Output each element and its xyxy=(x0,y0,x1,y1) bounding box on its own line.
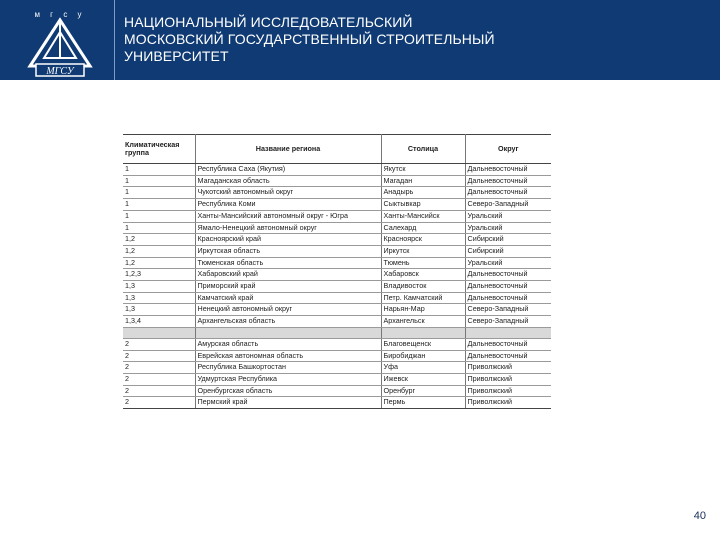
cell-capital: Хабаровск xyxy=(381,269,465,281)
header-divider xyxy=(114,0,115,80)
cell-climate-group: 2 xyxy=(123,373,195,385)
cell-district: Приволжский xyxy=(465,373,551,385)
cell-district xyxy=(465,327,551,338)
cell-climate-group: 2 xyxy=(123,397,195,409)
cell-capital: Пермь xyxy=(381,397,465,409)
cell-region: Пермский край xyxy=(195,397,381,409)
cell-district: Уральский xyxy=(465,222,551,234)
cell-district: Дальневосточный xyxy=(465,281,551,293)
cell-capital: Анадырь xyxy=(381,187,465,199)
cell-district: Сибирский xyxy=(465,234,551,246)
cell-region: Республика Башкортостан xyxy=(195,362,381,374)
table-header-row xyxy=(123,135,551,164)
cell-capital xyxy=(381,327,465,338)
cell-capital: Ханты-Мансийск xyxy=(381,210,465,222)
cell-district: Сибирский xyxy=(465,245,551,257)
cell-region: Ямало-Ненецкий автономный округ xyxy=(195,222,381,234)
cell-climate-group: 1,2 xyxy=(123,257,195,269)
cell-climate-group: 1 xyxy=(123,199,195,211)
column-header-capital: Столица xyxy=(381,135,465,164)
cell-climate-group: 1,3 xyxy=(123,281,195,293)
table-row xyxy=(123,350,551,362)
cell-region: Оренбургская область xyxy=(195,385,381,397)
logo-bottom-text: МГСУ xyxy=(46,66,74,77)
table-row xyxy=(123,257,551,269)
cell-climate-group: 1,2,3 xyxy=(123,269,195,281)
cell-capital: Уфа xyxy=(381,362,465,374)
cell-district: Северо-Западный xyxy=(465,316,551,328)
cell-capital: Нарьян-Мар xyxy=(381,304,465,316)
cell-region: Магаданская область xyxy=(195,175,381,187)
table-row xyxy=(123,327,551,338)
cell-capital: Якутск xyxy=(381,164,465,176)
cell-region: Архангельская область xyxy=(195,316,381,328)
cell-region: Приморский край xyxy=(195,281,381,293)
table-row xyxy=(123,304,551,316)
cell-region: Еврейская автономная область xyxy=(195,350,381,362)
table-row xyxy=(123,210,551,222)
cell-climate-group: 1 xyxy=(123,175,195,187)
cell-capital: Владивосток xyxy=(381,281,465,293)
cell-climate-group xyxy=(123,327,195,338)
cell-capital: Архангельск xyxy=(381,316,465,328)
cell-capital: Петр. Камчатский xyxy=(381,292,465,304)
cell-district: Северо-Западный xyxy=(465,304,551,316)
cell-capital: Оренбург xyxy=(381,385,465,397)
cell-district: Дальневосточный xyxy=(465,292,551,304)
cell-climate-group: 2 xyxy=(123,385,195,397)
cell-region: Тюменская область xyxy=(195,257,381,269)
cell-region: Амурская область xyxy=(195,338,381,350)
header-bar xyxy=(0,0,720,80)
table-row xyxy=(123,199,551,211)
table-body xyxy=(123,164,551,409)
cell-capital: Биробиджан xyxy=(381,350,465,362)
cell-capital: Иркутск xyxy=(381,245,465,257)
title-line-3: УНИВЕРСИТЕТ xyxy=(124,48,229,64)
cell-district: Приволжский xyxy=(465,362,551,374)
regions-table-container xyxy=(123,134,551,409)
cell-district: Дальневосточный xyxy=(465,269,551,281)
cell-region: Красноярский край xyxy=(195,234,381,246)
cell-region: Ненецкий автономный округ xyxy=(195,304,381,316)
cell-climate-group: 1,3 xyxy=(123,304,195,316)
cell-region: Удмуртская Республика xyxy=(195,373,381,385)
regions-table xyxy=(123,134,551,409)
cell-region: Республика Коми xyxy=(195,199,381,211)
column-header-district: Округ xyxy=(465,135,551,164)
table-row xyxy=(123,269,551,281)
column-header-region: Название региона xyxy=(195,135,381,164)
cell-capital: Магадан xyxy=(381,175,465,187)
cell-capital: Тюмень xyxy=(381,257,465,269)
page-number: 40 xyxy=(693,510,706,522)
cell-climate-group: 1 xyxy=(123,222,195,234)
cell-climate-group: 1,3 xyxy=(123,292,195,304)
cell-district: Приволжский xyxy=(465,385,551,397)
cell-capital: Салехард xyxy=(381,222,465,234)
cell-region: Ханты-Мансийский автономный округ - Югра xyxy=(195,210,381,222)
column-header-climate-group: Климатическая группа xyxy=(123,135,195,164)
cell-region: Хабаровский край xyxy=(195,269,381,281)
cell-capital: Благовещенск xyxy=(381,338,465,350)
title-line-2: МОСКОВСКИЙ ГОСУДАРСТВЕННЫЙ СТРОИТЕЛЬНЫЙ xyxy=(124,31,495,47)
cell-climate-group: 1 xyxy=(123,187,195,199)
table-row xyxy=(123,281,551,293)
cell-district: Дальневосточный xyxy=(465,175,551,187)
cell-capital: Сыктывкар xyxy=(381,199,465,211)
university-logo xyxy=(22,6,98,78)
table-row xyxy=(123,222,551,234)
cell-climate-group: 1 xyxy=(123,164,195,176)
table-row xyxy=(123,164,551,176)
cell-climate-group: 1,2 xyxy=(123,245,195,257)
cell-climate-group: 1,3,4 xyxy=(123,316,195,328)
table-row xyxy=(123,245,551,257)
cell-climate-group: 1 xyxy=(123,210,195,222)
cell-climate-group: 2 xyxy=(123,350,195,362)
cell-district: Дальневосточный xyxy=(465,187,551,199)
logo-top-text: м г с у xyxy=(34,10,86,19)
table-row xyxy=(123,362,551,374)
cell-region: Иркутская область xyxy=(195,245,381,257)
table-row xyxy=(123,234,551,246)
table-row xyxy=(123,397,551,409)
cell-region xyxy=(195,327,381,338)
table-row xyxy=(123,175,551,187)
cell-district: Приволжский xyxy=(465,397,551,409)
page-title xyxy=(124,14,495,65)
cell-district: Уральский xyxy=(465,257,551,269)
table-row xyxy=(123,385,551,397)
cell-district: Северо-Западный xyxy=(465,199,551,211)
cell-district: Дальневосточный xyxy=(465,338,551,350)
cell-region: Камчатский край xyxy=(195,292,381,304)
cell-region: Чукотский автономный округ xyxy=(195,187,381,199)
table-row xyxy=(123,338,551,350)
table-row xyxy=(123,373,551,385)
table-row xyxy=(123,316,551,328)
table-row xyxy=(123,292,551,304)
cell-climate-group: 2 xyxy=(123,338,195,350)
cell-capital: Ижевск xyxy=(381,373,465,385)
cell-region: Республика Саха (Якутия) xyxy=(195,164,381,176)
title-line-1: НАЦИОНАЛЬНЫЙ ИССЛЕДОВАТЕЛЬСКИЙ xyxy=(124,14,413,30)
cell-district: Дальневосточный xyxy=(465,350,551,362)
table-row xyxy=(123,187,551,199)
cell-district: Уральский xyxy=(465,210,551,222)
cell-capital: Красноярск xyxy=(381,234,465,246)
cell-climate-group: 2 xyxy=(123,362,195,374)
cell-district: Дальневосточный xyxy=(465,164,551,176)
cell-climate-group: 1,2 xyxy=(123,234,195,246)
